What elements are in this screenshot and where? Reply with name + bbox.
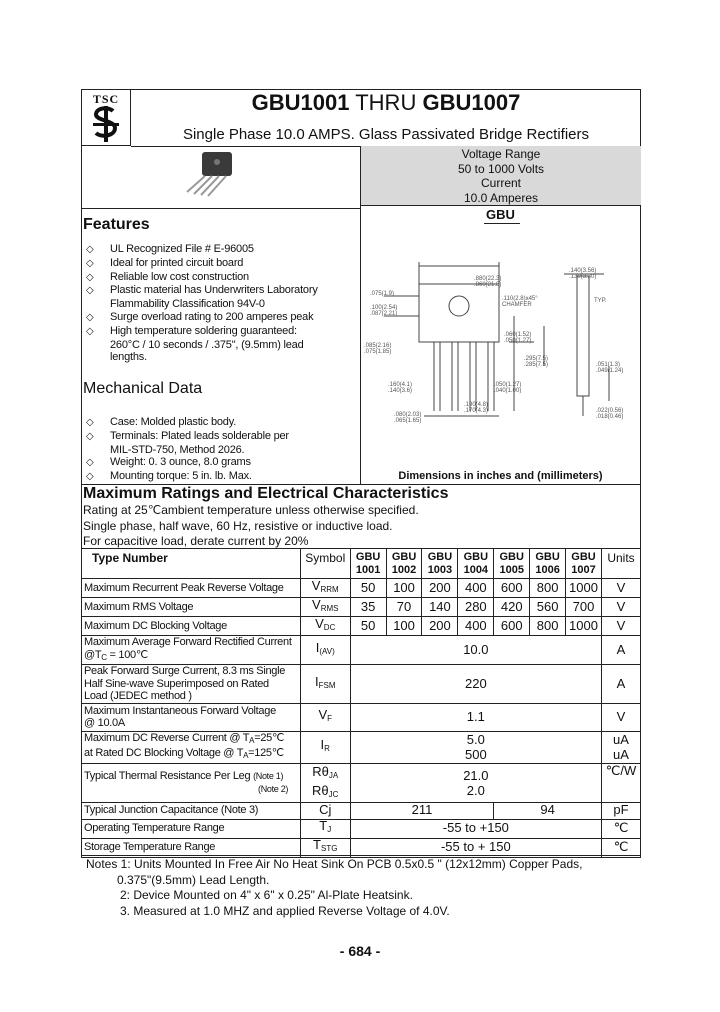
svg-text:.040(1.00): .040(1.00) xyxy=(494,388,522,394)
row-unit: V xyxy=(601,579,640,598)
part-header: GBU 1007 xyxy=(566,549,602,579)
svg-text:.100(2.54): .100(2.54) xyxy=(370,305,398,311)
row-symbol: $I_{FSM}$ xyxy=(300,665,350,704)
svg-text:.022(0.56): .022(0.56) xyxy=(596,408,624,414)
current-value: 10.0 Amperes xyxy=(463,190,539,205)
divider xyxy=(360,146,361,484)
page-title xyxy=(131,90,641,116)
logo-text: TSC xyxy=(92,92,120,106)
list-item: ◇ Mounting torque: 5 in. lb. Max. xyxy=(86,470,252,483)
svg-text:.087(2.21): .087(2.21) xyxy=(370,311,398,317)
row-value: 560 xyxy=(530,598,566,617)
tsc-logo xyxy=(81,89,131,146)
table-row: Typical Thermal Resistance Per Leg (Note 1) (Note 2) $R\theta_{JA}$ $R\theta_{JC}$ 21.0 2.0 ℃/W xyxy=(82,763,641,802)
row-unit: A xyxy=(601,665,640,704)
row-value: 70 xyxy=(386,598,422,617)
mechanical-list xyxy=(86,416,289,484)
svg-text:.075(1.9): .075(1.9) xyxy=(370,291,395,297)
mechanical-heading: Mechanical Data xyxy=(83,380,203,397)
list-item: ◇ Case: Molded plastic body. xyxy=(86,416,237,428)
row-value: 800 xyxy=(530,617,566,636)
ratings-line-3: For capacitive load, derate current by 20% xyxy=(83,534,309,548)
row-value: -55 to +150 xyxy=(350,819,601,838)
row-desc: Maximum Recurrent Peak Reverse Voltage xyxy=(82,579,301,598)
row-value: 1000 xyxy=(566,617,602,636)
part-header: GBU 1002 xyxy=(386,549,422,579)
svg-text:.049(1.24): .049(1.24) xyxy=(596,368,624,374)
table-row: Typical Junction Capacitance (Note 3) Cj 211 94 pF xyxy=(82,802,641,819)
ratings-line-2: Single phase, half wave, 60 Hz, resistive or inductive load. xyxy=(83,519,393,533)
row-value: 200 xyxy=(422,617,458,636)
svg-text:.050(1.27): .050(1.27) xyxy=(494,382,522,388)
svg-text:.065(1.65): .065(1.65) xyxy=(394,418,422,424)
table-row: Maximum DC Reverse Current @ $T_A=25℃$ at Rated DC Blocking Voltage @ $T_A=125℃$ $I_R$ 5.0 500 uA uA xyxy=(82,731,641,763)
svg-text:.018(0.46): .018(0.46) xyxy=(596,414,624,420)
diamond-bullet-icon: ◇ xyxy=(86,471,94,483)
row-symbol: $R\theta_{JA}$ $R\theta_{JC}$ xyxy=(300,763,350,802)
row-unit: V xyxy=(601,617,640,636)
row-value: 35 xyxy=(350,598,386,617)
row-symbol: Cj xyxy=(300,802,350,819)
row-value: 400 xyxy=(458,617,494,636)
voltage-range-label: Voltage Range xyxy=(461,147,541,161)
row-value: 140 xyxy=(422,598,458,617)
list-item: ◇ High temperature soldering guaranteed: xyxy=(86,324,297,337)
ratings-table xyxy=(81,548,641,858)
row-value: 220 xyxy=(350,665,601,704)
bridge-rectifier-image xyxy=(175,148,245,200)
row-value: 10.0 xyxy=(350,636,601,665)
svg-text:.160(4.1): .160(4.1) xyxy=(388,382,413,388)
part-header: GBU 1006 xyxy=(530,549,566,579)
row-desc: Maximum Average Forward Rectified Current xyxy=(84,636,292,648)
svg-text:.880(22.3): .880(22.3) xyxy=(474,276,502,282)
row-value: 50 xyxy=(350,579,386,598)
row-value: 600 xyxy=(494,579,530,598)
table-row: Maximum Instantaneous Forward Voltage @ 10.0A $V_F$ 1.1 V xyxy=(82,703,641,731)
divider xyxy=(484,223,520,224)
list-item: 260°C / 10 seconds / .375", (9.5mm) lead xyxy=(110,338,304,351)
note-3: 3. Measured at 1.0 MHZ and applied Reverse Voltage of 4.0V. xyxy=(120,903,450,918)
table-header-row xyxy=(82,549,641,579)
row-value: 1.1 xyxy=(350,703,601,731)
features-heading: Features xyxy=(83,216,150,233)
dimension-drawing xyxy=(364,226,638,466)
diamond-bullet-icon: ◇ xyxy=(86,257,94,269)
svg-text:TYP.: TYP. xyxy=(594,298,607,304)
row-value: 700 xyxy=(566,598,602,617)
units-header: Units xyxy=(601,549,640,579)
part-header: GBU 1004 xyxy=(458,549,494,579)
row-unit: pF xyxy=(601,802,640,819)
voltage-range-box xyxy=(360,146,641,206)
ratings-heading: Maximum Ratings and Electrical Characteristics xyxy=(83,485,449,502)
svg-text:.050(1.27): .050(1.27) xyxy=(504,338,532,344)
package-label: GBU xyxy=(486,207,515,222)
row-symbol: $T_J$ xyxy=(300,819,350,838)
svg-text:.075(1.85): .075(1.85) xyxy=(364,349,392,355)
notes xyxy=(86,857,582,919)
row-unit: ℃/W xyxy=(601,763,640,802)
row-value: 400 xyxy=(458,579,494,598)
row-unit: V xyxy=(601,598,640,617)
row-value: 100 xyxy=(386,579,422,598)
part-start: GBU1001 xyxy=(251,90,350,115)
ratings-line-1: Rating at 25℃ambient temperature unless otherwise specified. xyxy=(83,503,419,517)
row-value: 800 xyxy=(530,579,566,598)
table-row: Storage Temperature Range $T_{STG}$ -55 to + 150 ℃ xyxy=(82,838,641,857)
page-number: - 684 - xyxy=(339,943,381,959)
diamond-bullet-icon: ◇ xyxy=(86,457,94,469)
list-item: ◇ Plastic material has Underwriters Laboratory xyxy=(86,284,318,297)
list-item: ◇ Weight: 0. 3 ounce, 8.0 grams xyxy=(86,456,251,469)
svg-text:.110(2.8)x45°: .110(2.8)x45° xyxy=(502,296,538,302)
svg-text:.085(2.16): .085(2.16) xyxy=(364,343,392,349)
table-row xyxy=(82,617,641,636)
row-symbol: $V_{RRM}$ xyxy=(300,579,350,598)
svg-text:.295(7.5): .295(7.5) xyxy=(524,356,549,362)
row-symbol: $I_{(AV)}$ xyxy=(300,636,350,665)
list-item: Flammability Classification 94V-0 xyxy=(110,298,265,311)
svg-text:.140(3.56): .140(3.56) xyxy=(569,268,597,274)
table-row: Operating Temperature Range $T_J$ -55 to +150 ℃ xyxy=(82,819,641,838)
svg-text:.170(4.3): .170(4.3) xyxy=(464,408,489,414)
diamond-bullet-icon: ◇ xyxy=(86,417,94,428)
part-end: GBU1007 xyxy=(422,90,521,115)
list-item: ◇ Reliable low cost construction xyxy=(86,270,249,283)
row-value: 200 xyxy=(422,579,458,598)
diamond-bullet-icon: ◇ xyxy=(86,430,94,442)
note-1-cont: 0.375"(9.5mm) Lead Length. xyxy=(117,872,270,887)
type-number-header: Type Number xyxy=(82,549,301,579)
diamond-bullet-icon: ◇ xyxy=(86,311,94,323)
svg-text:.130(3.30): .130(3.30) xyxy=(569,274,597,280)
list-item: ◇ Surge overload rating to 200 amperes peak xyxy=(86,310,314,323)
table-row xyxy=(82,598,641,617)
svg-text:.060(1.52): .060(1.52) xyxy=(504,332,532,338)
row-value: 600 xyxy=(494,617,530,636)
row-value: 21.0 2.0 xyxy=(350,763,601,802)
row-unit: V xyxy=(601,703,640,731)
row-desc: Maximum RMS Voltage xyxy=(82,598,301,617)
row-value: 1000 xyxy=(566,579,602,598)
svg-text:CHAMFER: CHAMFER xyxy=(502,302,532,308)
features-list xyxy=(86,243,318,364)
svg-text:.080(2.03): .080(2.03) xyxy=(394,412,422,418)
svg-text:.860(21.8): .860(21.8) xyxy=(474,282,502,288)
part-header: GBU 1001 xyxy=(350,549,386,579)
current-label: Current xyxy=(480,176,521,190)
dimension-caption: Dimensions in inches and (millimeters) xyxy=(398,470,603,482)
part-header: GBU 1005 xyxy=(494,549,530,579)
diamond-bullet-icon: ◇ xyxy=(86,285,94,297)
diamond-bullet-icon: ◇ xyxy=(86,244,94,255)
list-item: lengths. xyxy=(110,351,147,364)
row-symbol: $T_{STG}$ xyxy=(300,838,350,857)
svg-text:.190(4.8): .190(4.8) xyxy=(464,402,489,408)
row-unit: A xyxy=(601,636,640,665)
row-value: 5.0 500 xyxy=(350,731,601,763)
diamond-bullet-icon: ◇ xyxy=(86,325,94,337)
row-unit: ℃ xyxy=(601,838,640,857)
row-unit: ℃ xyxy=(601,819,640,838)
list-item: ◇ UL Recognized File # E-96005 xyxy=(86,243,254,255)
row-value: 280 xyxy=(458,598,494,617)
row-symbol: $V_F$ xyxy=(300,703,350,731)
row-value: 50 xyxy=(350,617,386,636)
row-symbol: $V_{RMS}$ xyxy=(300,598,350,617)
svg-text:.285(7.5): .285(7.5) xyxy=(524,362,549,368)
row-value: 94 xyxy=(494,802,602,819)
list-item: MIL-STD-750, Method 2026. xyxy=(110,443,245,456)
thru-word: THRU xyxy=(355,90,417,115)
divider xyxy=(81,208,360,209)
row-value: 420 xyxy=(494,598,530,617)
diamond-bullet-icon: ◇ xyxy=(86,271,94,283)
svg-text:.140(3.6): .140(3.6) xyxy=(388,388,413,394)
svg-text:.051(1.3): .051(1.3) xyxy=(596,362,621,368)
row-symbol: $V_{DC}$ xyxy=(300,617,350,636)
table-row xyxy=(82,579,641,598)
row-desc: Maximum DC Blocking Voltage xyxy=(82,617,301,636)
table-row: Peak Forward Surge Current, 8.3 ms Single Half Sine-wave Superimposed on Rated Load (JEDEC method ) $I_{FSM}$ 220 A xyxy=(82,665,641,704)
row-value: 100 xyxy=(386,617,422,636)
row-value: 211 xyxy=(350,802,494,819)
list-item: ◇ Terminals: Plated leads solderable per xyxy=(86,429,289,442)
part-header: GBU 1003 xyxy=(422,549,458,579)
list-item: ◇ Ideal for printed circuit board xyxy=(86,256,244,269)
symbol-header: Symbol xyxy=(300,549,350,579)
table-row: Maximum Average Forward Rectified Current $@T_C$ = 100℃ $I_{(AV)}$ 10.0 A xyxy=(82,636,641,665)
tsc-logo-icon xyxy=(91,106,121,142)
note-1: Notes 1: Units Mounted In Free Air No Heat Sink On PCB 0.5x0.5 " (12x12mm) Copper Pads, xyxy=(86,857,583,871)
page-subtitle: Single Phase 10.0 AMPS. Glass Passivated Bridge Rectifiers xyxy=(182,126,590,143)
row-symbol: $I_R$ xyxy=(300,731,350,763)
note-2: 2: Device Mounted on 4" x 6" x 0.25" Al-Plate Heatsink. xyxy=(120,888,413,902)
row-value: -55 to + 150 xyxy=(350,838,601,857)
voltage-range-value: 50 to 1000 Volts xyxy=(457,161,545,176)
row-unit: uA uA xyxy=(601,731,640,763)
